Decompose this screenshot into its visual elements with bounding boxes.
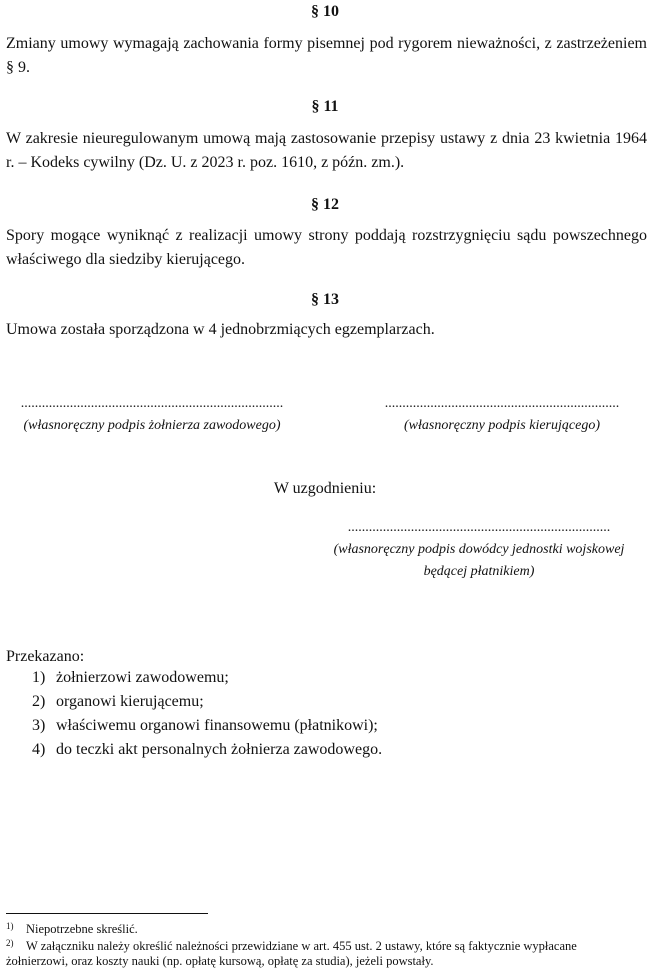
- footnote-text: Niepotrzebne skreślić.: [26, 922, 138, 936]
- list-item-number: 1): [32, 669, 46, 686]
- signature-director: [368, 393, 636, 437]
- agreement-label: W uzgodnieniu:: [273, 480, 377, 497]
- signature-caption-commander-line1: (własnoręczny podpis dowódcy jednostki wojskowej: [333, 542, 625, 557]
- section-11-text: W zakresie nieuregulowanym umową mają zastosowanie przepisy ustawy z dnia 23 kwietnia 1964 r. – Kodeks cywilny (Dz. U. z 2023 r. poz. 1610, z późn. zm.).: [6, 130, 647, 171]
- signature-line-commander: ...........................................................................: [347, 520, 611, 535]
- signature-line-soldier: ...........................................................................: [20, 396, 284, 411]
- signature-caption-soldier: (własnoręczny podpis żołnierza zawodowego): [23, 418, 281, 433]
- footnote-2: [6, 939, 646, 969]
- section-12-text: Spory mogące wyniknąć z realizacji umowy strony poddają rozstrzygnięciu sądu powszechnego właściwego dla siedziby kierującego.: [6, 227, 647, 268]
- section-13-heading: § 13: [311, 291, 339, 308]
- footnote-1: [6, 922, 646, 937]
- section-12-heading: § 12: [311, 196, 339, 213]
- signature-commander: [316, 517, 642, 583]
- footnote-text-continued: żołnierzowi, oraz koszty nauki (np. opłatę kursową, opłatę za studia), jeżeli powstały.: [6, 954, 434, 968]
- footnote-separator: [6, 913, 208, 914]
- signature-caption-director: (własnoręczny podpis kierującego): [404, 418, 600, 433]
- list-item-number: 2): [32, 693, 46, 710]
- list-item-text: do teczki akt personalnych żołnierza zawodowego.: [56, 741, 383, 758]
- list-item-text: organowi kierującemu;: [56, 693, 204, 710]
- signature-line-director: ...................................................................: [384, 396, 620, 411]
- section-13-text: Umowa została sporządzona w 4 jednobrzmiących egzemplarzach.: [6, 321, 435, 338]
- distribution-list: [6, 666, 382, 762]
- footnote-text: W załączniku należy określić należności przewidziane w art. 455 ust. 2 ustawy, które są faktycznie wypłacane: [26, 939, 577, 953]
- list-item: [6, 666, 382, 690]
- list-item-number: 4): [32, 741, 46, 758]
- footnote-mark: 2): [6, 938, 14, 948]
- distribution-title: Przekazano:: [6, 648, 85, 665]
- list-item-number: 3): [32, 717, 46, 734]
- section-10-heading: § 10: [311, 3, 339, 20]
- list-item: [6, 714, 382, 738]
- section-10-text: Zmiany umowy wymagają zachowania formy pisemnej pod rygorem nieważności, z zastrzeżeniem § 9.: [6, 35, 647, 76]
- section-11-heading: § 11: [311, 98, 339, 115]
- list-item-text: właściwemu organowi finansowemu (płatnikowi);: [56, 717, 378, 734]
- signature-soldier: [6, 393, 298, 437]
- list-item-text: żołnierzowi zawodowemu;: [56, 669, 229, 686]
- list-item: [6, 690, 382, 714]
- footnote-mark: 1): [6, 921, 14, 931]
- signature-caption-commander-line2: będącej płatnikiem): [423, 564, 535, 579]
- list-item: [6, 738, 382, 762]
